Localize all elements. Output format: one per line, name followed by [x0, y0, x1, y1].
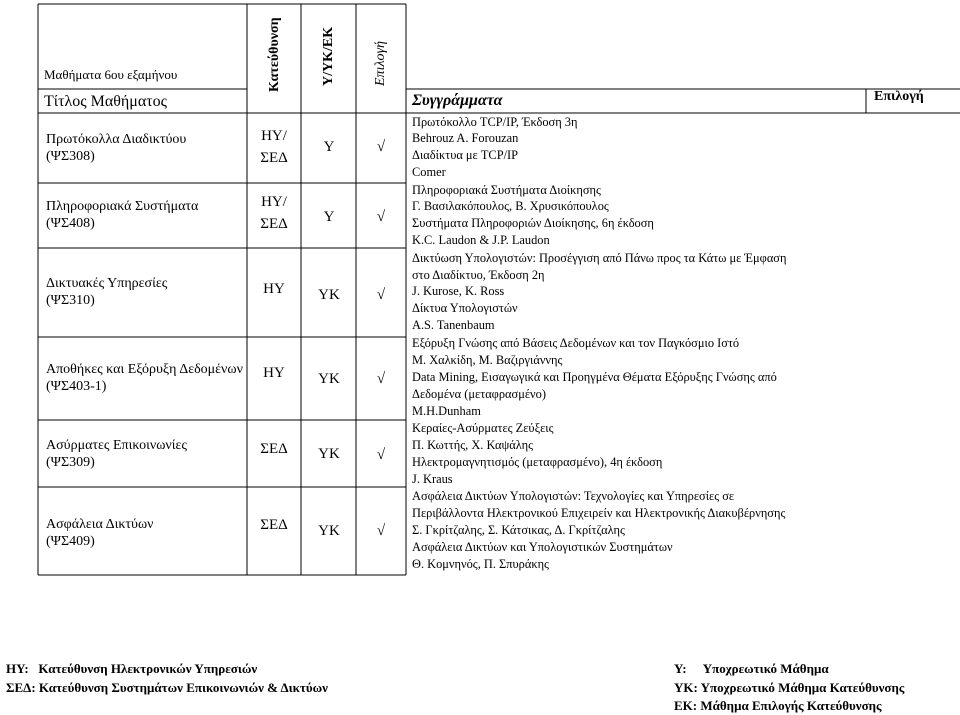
- course-name: Αποθήκες και Εξόρυξη Δεδομένων: [46, 362, 243, 377]
- course-direction: ΗΥ/ ΣΕΔ: [260, 128, 288, 166]
- book-line: Πρωτόκολλο TCP/IP, Έκδοση 3η: [412, 115, 578, 129]
- book-line: στο Διαδίκτυο, Έκδοση 2η: [412, 268, 545, 282]
- legend-yk: ΥΚ: Υποχρεωτικό Μάθημα Κατεύθυνσης: [674, 680, 905, 695]
- book-line: Δίκτυα Υπολογιστών: [412, 301, 518, 315]
- course-code: (ΨΣ408): [46, 216, 95, 231]
- course-name: Ασφάλεια Δικτύων: [46, 517, 154, 532]
- book-line: Γ. Βασιλακόπουλος, Β. Χρυσικόπουλος: [412, 199, 609, 213]
- book-line: A.S. Tanenbaum: [412, 318, 495, 332]
- book-line: Behrouz A. Forouzan: [412, 131, 519, 145]
- type-header: Υ/ΥΚ/ΕΚ: [321, 26, 336, 86]
- course-type: Υ: [323, 209, 335, 225]
- book-line: J. Kraus: [412, 472, 453, 486]
- course-name: Πληροφοριακά Συστήματα: [46, 199, 199, 214]
- book-line: Δικτύωση Υπολογιστών: Προσέγγιση από Πάνω προς τα Κάτω με Έμφαση: [412, 251, 787, 265]
- course-row: [46, 437, 187, 471]
- book-line: Ασφάλεια Δικτύων και Υπολογιστικών Συστημάτων: [412, 540, 673, 554]
- book-line: M.H.Dunham: [412, 404, 481, 418]
- book-line: Comer: [412, 165, 446, 179]
- course-row: [46, 516, 154, 550]
- choice-right-header: Επιλογή: [874, 89, 924, 104]
- legend-hy: ΗΥ: Κατεύθυνση Ηλεκτρονικών Υπηρεσιών: [6, 661, 258, 676]
- direction-header: Κατεύθυνση: [267, 17, 282, 92]
- book-line: Περιβάλλοντα Ηλεκτρονικού Επιχειρείν και Ηλεκτρονικής Διακυβέρνησης: [412, 506, 786, 520]
- legend-sed: ΣΕΔ: Κατεύθυνση Συστημάτων Επικοινωνιών & Δικτύων: [6, 680, 328, 695]
- course-row: [46, 131, 186, 165]
- book-line: Δεδομένα (μεταφρασμένο): [412, 387, 546, 401]
- book-line: Θ. Κομνηνός, Π. Σπυράκης: [412, 557, 549, 571]
- book-line: Σ. Γκρίτζαλης, Σ. Κάτσικας, Δ. Γκρίτζαλης: [412, 523, 625, 537]
- course-direction: ΗΥ: [263, 365, 285, 381]
- course-row: [46, 361, 243, 395]
- book-line: Κεραίες-Ασύρματες Ζεύξεις: [412, 421, 554, 435]
- book-line: Ηλεκτρομαγνητισμός (μεταφρασμένο), 4η έκδοση: [412, 455, 663, 469]
- choice-header: Επιλογή: [373, 41, 388, 86]
- course-row: [46, 198, 198, 232]
- legend-y: Υ: Υποχρεωτικό Μάθημα: [674, 661, 829, 676]
- course-type: ΥΚ: [318, 287, 340, 303]
- course-code: (ΨΣ310): [46, 293, 95, 308]
- check-mark: √: [376, 287, 386, 303]
- book-line: Συστήματα Πληροφοριών Διοίκησης, 6η έκδοση: [412, 216, 654, 230]
- check-mark: √: [376, 523, 386, 539]
- books-header: Συγγράμματα: [412, 92, 503, 109]
- course-direction: ΣΕΔ: [260, 441, 288, 457]
- course-direction: ΗΥ/ ΣΕΔ: [260, 194, 288, 232]
- check-mark: √: [376, 209, 386, 225]
- course-code: (ΨΣ409): [46, 534, 95, 549]
- course-direction: ΣΕΔ: [260, 517, 288, 533]
- semester-label: Μαθήματα 6ου εξαμήνου: [44, 67, 178, 82]
- book-line: Π. Κωττής, Χ. Καψάλης: [412, 438, 533, 452]
- book-line: J. Kurose, K. Ross: [412, 284, 505, 298]
- course-type: ΥΚ: [318, 446, 340, 462]
- course-type: ΥΚ: [318, 523, 340, 539]
- check-mark: √: [376, 447, 386, 463]
- book-line: Μ. Χαλκίδη, Μ. Βαζιργιάννης: [412, 353, 563, 367]
- check-mark: √: [376, 371, 386, 387]
- course-code: (ΨΣ308): [46, 149, 95, 164]
- course-type: ΥΚ: [318, 371, 340, 387]
- book-line: Ασφάλεια Δικτύων Υπολογιστών: Τεχνολογίες και Υπηρεσίες σε: [412, 489, 735, 503]
- course-name: Ασύρματες Επικοινωνίες: [46, 438, 187, 453]
- course-type: Υ: [323, 139, 335, 155]
- book-line: Εξόρυξη Γνώσης από Βάσεις Δεδομένων και τον Παγκόσμιο Ιστό: [412, 336, 740, 350]
- course-name: Πρωτόκολλα Διαδικτύου: [46, 132, 187, 147]
- course-title-header: Τίτλος Μαθήματος: [44, 93, 167, 110]
- book-line: K.C. Laudon & J.P. Laudon: [412, 233, 550, 247]
- book-line: Data Mining, Εισαγωγικά και Προηγμένα Θέματα Εξόρυξης Γνώσης από: [412, 370, 777, 384]
- check-mark: √: [376, 139, 386, 155]
- course-code: (ΨΣ403-1): [46, 379, 107, 394]
- legend-ek: ΕΚ: Μάθημα Επιλογής Κατεύθυνσης: [674, 698, 882, 713]
- course-name: Δικτυακές Υπηρεσίες: [46, 276, 168, 291]
- course-row: [46, 275, 167, 309]
- course-direction: ΗΥ: [263, 281, 285, 297]
- book-line: Διαδίκτυα με TCP/IP: [412, 148, 519, 162]
- course-code: (ΨΣ309): [46, 455, 95, 470]
- book-line: Πληροφοριακά Συστήματα Διοίκησης: [412, 183, 601, 197]
